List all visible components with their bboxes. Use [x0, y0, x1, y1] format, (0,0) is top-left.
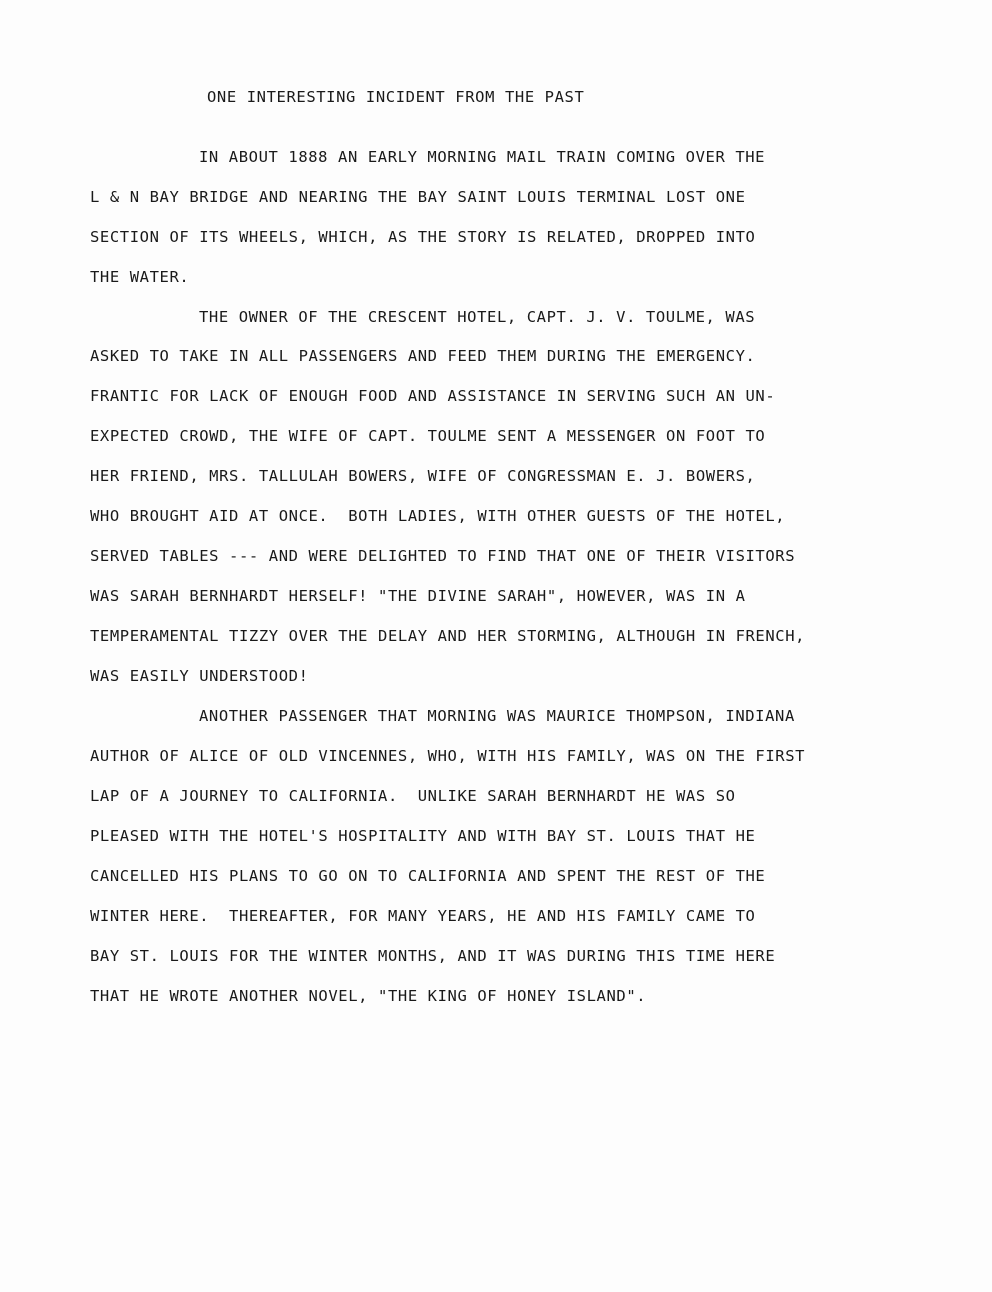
text-line: AUTHOR OF ALICE OF OLD VINCENNES, WHO, WITH HIS FAMILY, WAS ON THE FIRST: [90, 747, 806, 765]
text-line: EXPECTED CROWD, THE WIFE OF CAPT. TOULME SENT A MESSENGER ON FOOT TO: [90, 427, 766, 445]
text-line: FRANTIC FOR LACK OF ENOUGH FOOD AND ASSISTANCE IN SERVING SUCH AN UN-: [90, 387, 776, 405]
text-line: THE WATER.: [90, 268, 190, 286]
text-line: ASKED TO TAKE IN ALL PASSENGERS AND FEED THEM DURING THE EMERGENCY.: [90, 347, 756, 365]
text-line: WINTER HERE. THEREAFTER, FOR MANY YEARS, HE AND HIS FAMILY CAME TO: [90, 907, 756, 925]
text-line: SECTION OF ITS WHEELS, WHICH, AS THE STORY IS RELATED, DROPPED INTO: [90, 228, 756, 246]
text-line: L & N BAY BRIDGE AND NEARING THE BAY SAINT LOUIS TERMINAL LOST ONE: [90, 188, 746, 206]
text-line: PLEASED WITH THE HOTEL'S HOSPITALITY AND WITH BAY ST. LOUIS THAT HE: [90, 827, 756, 845]
text-line: THAT HE WROTE ANOTHER NOVEL, "THE KING OF HONEY ISLAND".: [90, 987, 647, 1005]
text-line: WAS SARAH BERNHARDT HERSELF! "THE DIVINE SARAH", HOWEVER, WAS IN A: [90, 587, 746, 605]
text-line: LAP OF A JOURNEY TO CALIFORNIA. UNLIKE SARAH BERNHARDT HE WAS SO: [90, 787, 736, 805]
text-line: HER FRIEND, MRS. TALLULAH BOWERS, WIFE OF CONGRESSMAN E. J. BOWERS,: [90, 467, 756, 485]
text-line: BAY ST. LOUIS FOR THE WINTER MONTHS, AND IT WAS DURING THIS TIME HERE: [90, 947, 776, 965]
text-line: IN ABOUT 1888 AN EARLY MORNING MAIL TRAIN COMING OVER THE: [199, 148, 766, 166]
text-line: SERVED TABLES --- AND WERE DELIGHTED TO FIND THAT ONE OF THEIR VISITORS: [90, 547, 796, 565]
text-line: TEMPERAMENTAL TIZZY OVER THE DELAY AND HER STORMING, ALTHOUGH IN FRENCH,: [90, 627, 806, 645]
page-title: ONE INTERESTING INCIDENT FROM THE PAST: [207, 88, 585, 106]
text-line: ANOTHER PASSENGER THAT MORNING WAS MAURICE THOMPSON, INDIANA: [199, 707, 795, 725]
text-line: WAS EASILY UNDERSTOOD!: [90, 667, 309, 685]
text-line: THE OWNER OF THE CRESCENT HOTEL, CAPT. J. V. TOULME, WAS: [199, 308, 756, 326]
text-line: CANCELLED HIS PLANS TO GO ON TO CALIFORNIA AND SPENT THE REST OF THE: [90, 867, 766, 885]
text-line: WHO BROUGHT AID AT ONCE. BOTH LADIES, WITH OTHER GUESTS OF THE HOTEL,: [90, 507, 786, 525]
